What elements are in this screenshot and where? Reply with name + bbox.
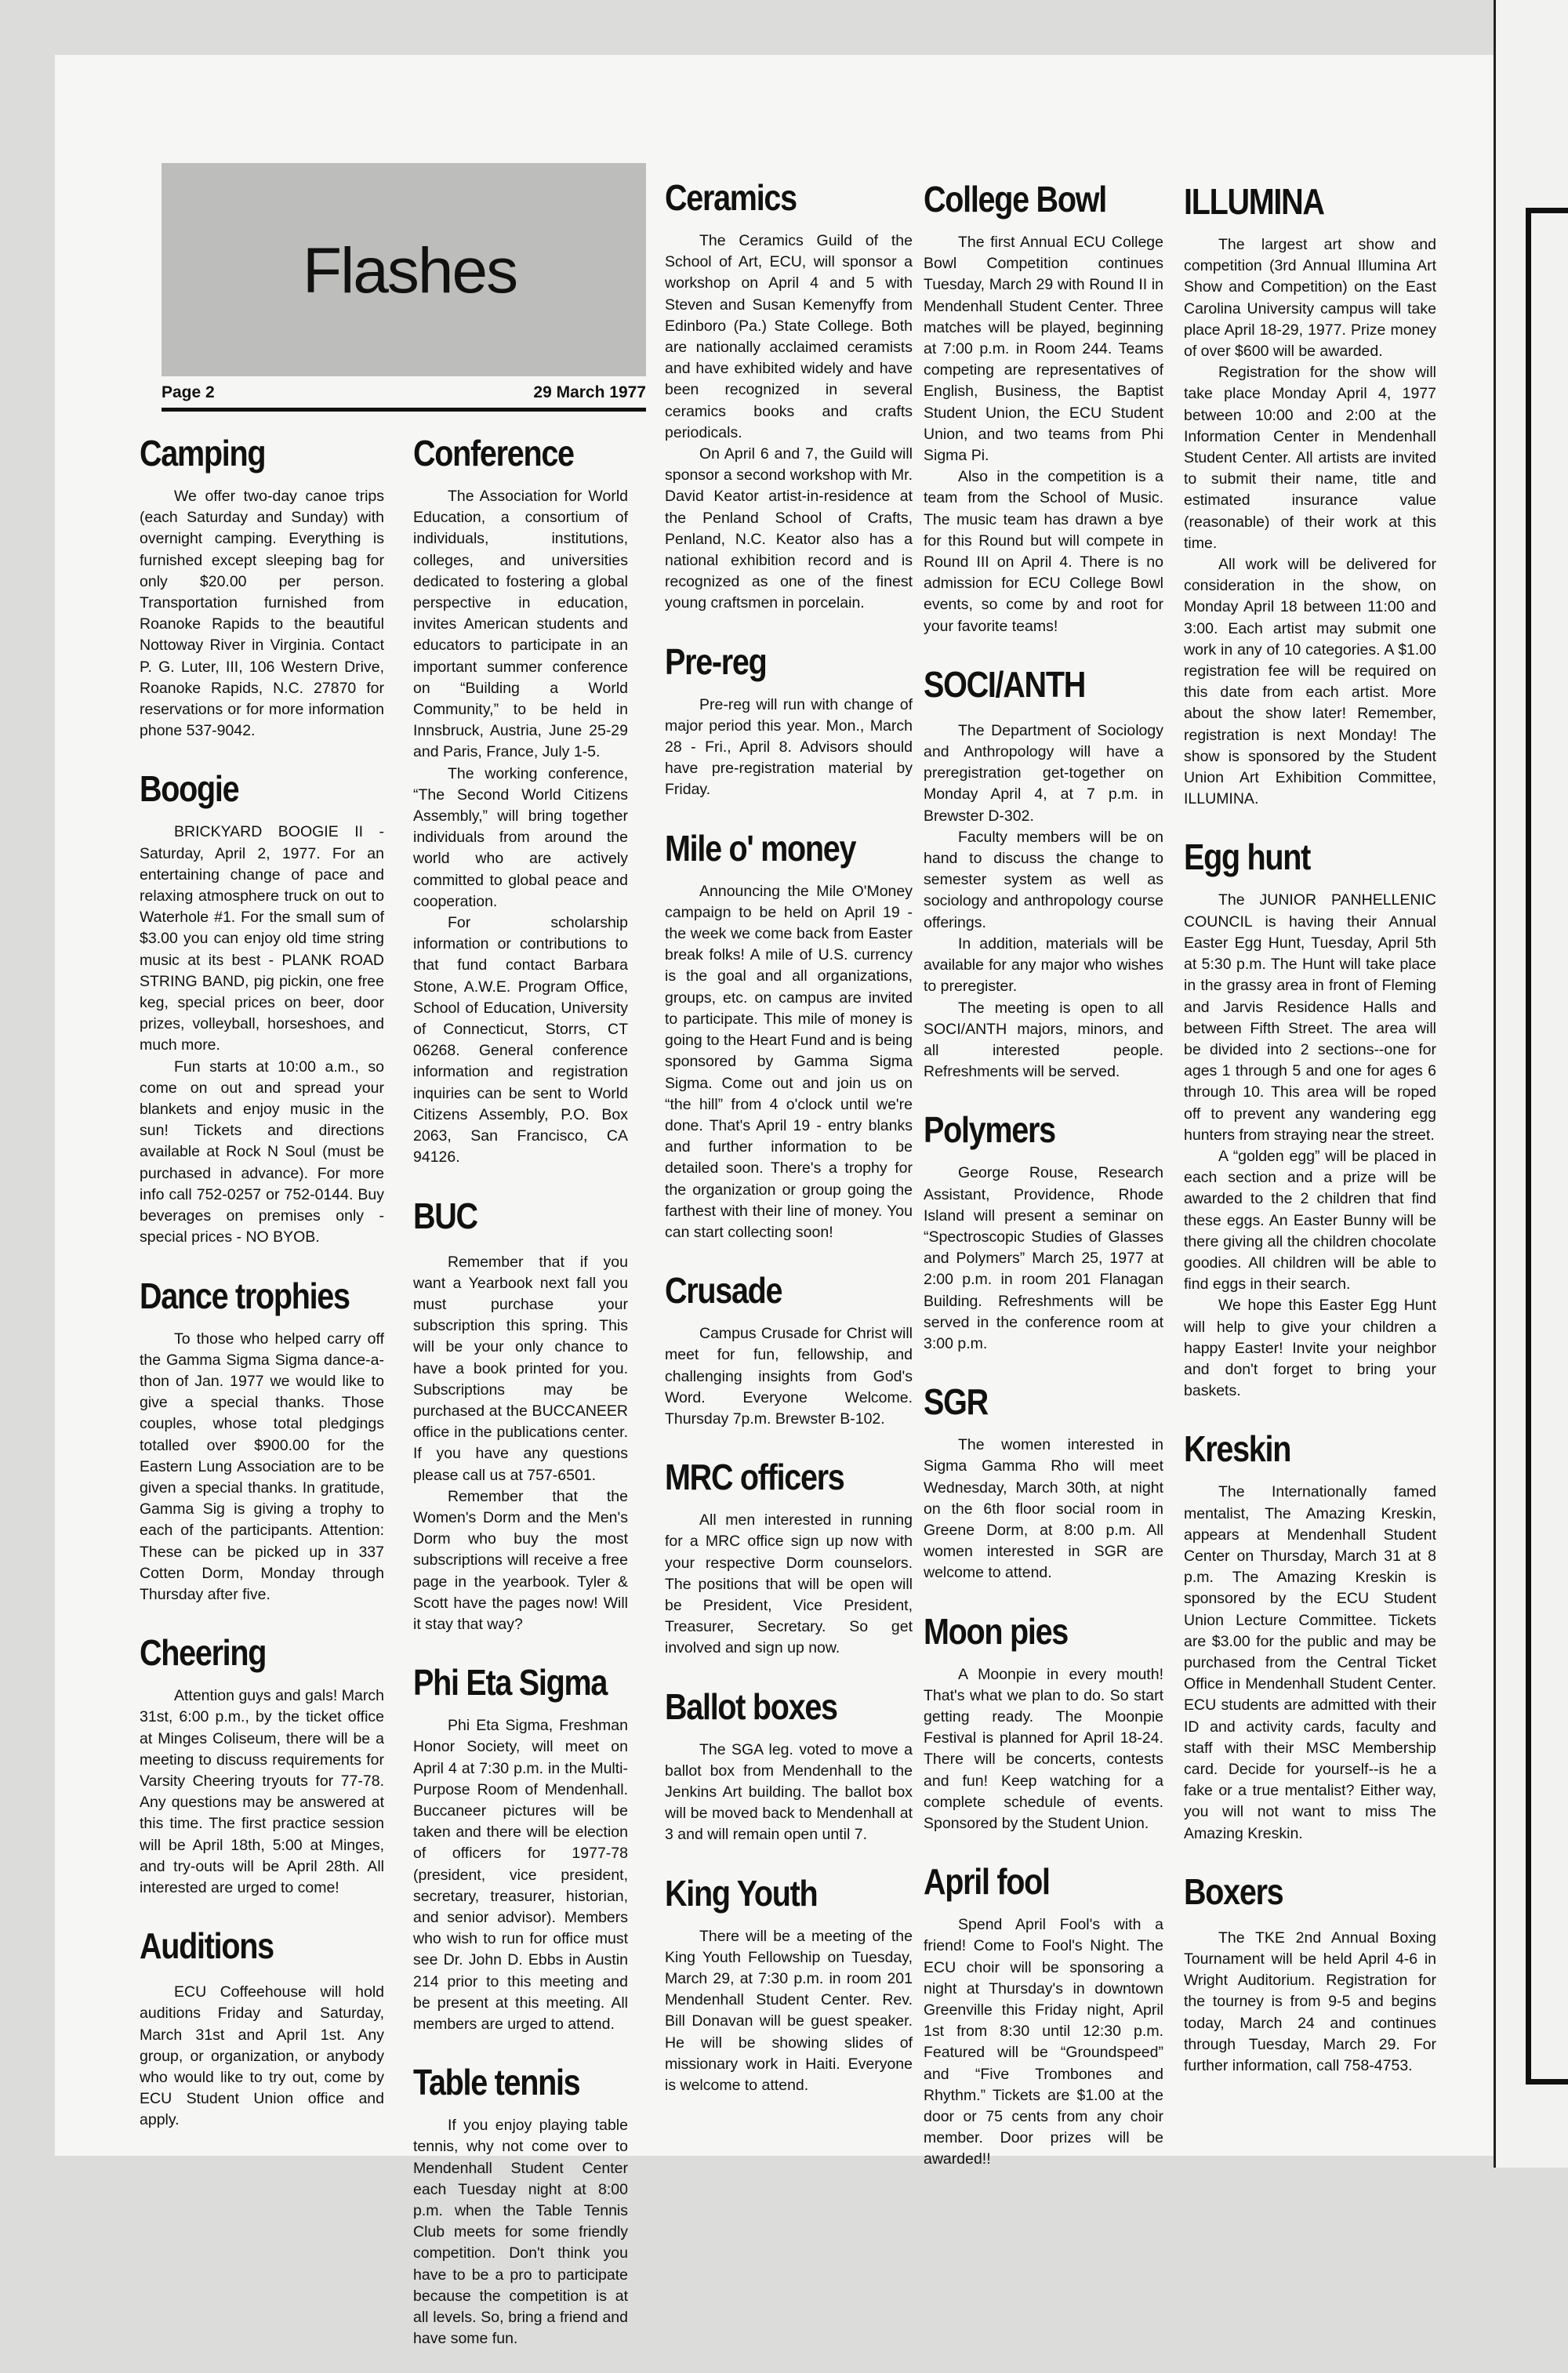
paragraph: Remember that the Women's Dorm and the Men's Dorm who buy the most subscriptions will receive a free page in the yearbook. Tyler & Scott have the pages now! Will it stay that way? [413,1487,628,1633]
headline: Moon pies [924,1610,1068,1652]
headline: Boogie [140,768,239,810]
article-conference [413,430,628,1169]
article-mile-o-money [665,825,913,1243]
paragraph: ECU Coffeehouse will hold auditions Friday and Saturday, March 31st and April 1st. Any group, or organization, or anybody who would like to try out, come by ECU Student Union office and apply. [140,1983,384,2129]
column-4 [924,176,1163,2194]
article-april-fool [924,1858,1163,2170]
paragraph: The women interested in Sigma Gamma Rho will meet Wednesday, March 30th, at night on the 6th floor social room in Greene Dorm, at 8:00 p.m. All women interested in SGR are welcome to attend. [924,1436,1163,1582]
headline: Polymers [924,1109,1055,1151]
headline: Table tennis [413,2062,580,2103]
headline: SGR [924,1381,988,1423]
article-table-tennis [413,2059,628,2349]
article-moon-pies [924,1608,1163,1835]
article-mrc-officers [665,1453,913,1659]
column-3 [665,174,913,2120]
article-egg-hunt [1184,833,1436,1402]
paragraph: Registration for the show will take place Monday April 4, 1977 between 10:00 and 2:00 at the Information Center in Mendenhall Student Center. All artists are invited to submit their name, title and estimated insurance value (reasonable) of their work at this time. [1184,364,1436,552]
article-sgr [924,1378,1163,1584]
article-ballot-boxes [665,1683,913,1846]
page-number: Page 2 [162,383,215,401]
paragraph: Attention guys and gals! March 31st, 6:00 p.m., by the ticket office at Minges Coliseum, there will be a meeting to discuss requirements for Varsity Cheering tryouts for 77-78. Any questions may be answered at this time. The first practice session will be April 18th, 5:00 at Minges, and try-outs will be April 28th. All interested are urged to come! [140,1687,384,1896]
column-2 [413,430,628,2373]
headline: Crusade [665,1270,782,1312]
paragraph: George Rouse, Research Assistant, Providence, Rhode Island will present a seminar on “Spectroscopic Studies of Glasses and Polymers” March 25, 1977 at 2:00 p.m. in room 201 Flanagan Building. Refreshments will be served in the conference room at 3:00 p.m. [924,1164,1163,1352]
headline: BUC [413,1195,477,1236]
paragraph: All men interested in running for a MRC office sign up now with your respective Dorm counselors. The positions that will be open will be President, Vice President, Treasurer, Secretary. So get involved and sign up now. [665,1511,913,1657]
article-dance-trophies [140,1272,384,1606]
headline: Auditions [140,1925,274,1967]
article-boxers [1184,1868,1436,2077]
paragraph: We hope this Easter Egg Hunt will help to give your children a happy Easter! Invite your neighbor and don't forget to bring your baskets. [1184,1297,1436,1400]
headline: ILLUMINA [1184,181,1324,222]
column-5 [1184,178,1436,2100]
paragraph: The Ceramics Guild of the School of Art, ECU, will sponsor a workshop on April 4 and 5 with Steven and Susan Kemenyffy from Edinboro (Pa.) State College. Both are nationally acclaimed ceramists and have exhibited widely and have been recognized in several ceramics books and crafts periodicals. [665,232,913,441]
headline: Egg hunt [1184,836,1311,878]
paragraph: Also in the competition is a team from the School of Music. The music team has drawn a bye for this Round but will compete in Round III on April 4. There is no admission for ECU College Bowl events, so come by and root for your favorite teams! [924,468,1163,635]
article-ceramics [665,174,913,615]
column-1 [140,430,384,2155]
adjacent-page-border [1526,208,1568,2085]
paragraph: The Internationally famed mentalist, The Amazing Kreskin, appears at Mendenhall Student Center on Thursday, March 31 at 8 p.m. The Amazing Kreskin is sponsored by the ECU Student Union Lecture Committee. Tickets are $3.00 for the public and may be purchased from the Central Ticket Office in Mendenhall Student Center. ECU students are admitted with their ID and activity cards, faculty and staff with their MSC Membership card. Decide for yourself--is he a fake or a true mentalist? Either way, you will not want to miss The Amazing Kreskin. [1184,1483,1436,1842]
paragraph: We offer two-day canoe trips (each Saturday and Sunday) with overnight camping. Everything is furnished except sleeping bag for only $20.00 per person. Transportation furnished from Roanoke Rapids to the beautiful Nottoway River in Virginia. Contact P. G. Luter, III, 106 Western Drive, Roanoke Rapids, N.C. 27870 for reservations or for more information phone 537-9042. [140,488,384,740]
paragraph: Fun starts at 10:00 a.m., so come on out and spread your blankets and enjoy music in the sun! Tickets and directions available at Rock N Soul (must be purchased in advance). For more info call 752-0257 or 752-0144. Buy beverages on premises only - special prices - NO BYOB. [140,1058,384,1246]
headline: Cheering [140,1632,267,1674]
paragraph: To those who helped carry off the Gamma Sigma Sigma dance-a-thon of Jan. 1977 we would like to give a special thanks. Those couples, whose total pledgings totalled over $900.00 for the Eastern Lung Association are to be given a special thanks. In gratitude, Gamma Sig is giving a trophy to each of the participants. Attention: These can be picked up in 337 Cotten Dorm, Monday through Thursday after five. [140,1330,384,1603]
headline: Dance trophies [140,1275,350,1316]
headline: Conference [413,433,574,474]
paragraph: Spend April Fool's with a friend! Come to Fool's Night. The ECU choir will be sponsoring a night at Thursday's in downtown Greenville this Friday night, April 1st from 8:30 until 12:30 p.m. Featured will be “Groundspeed” and “Five Trombones and Rhythm.” Tickets are $1.00 at the door or 75 cents from any choir member. Door prizes will be awarded!! [924,1916,1163,2168]
paragraph: Faculty members will be on hand to discuss the change to semester system as well as sociology and anthropology course offerings. [924,828,1163,931]
headline: College Bowl [924,179,1106,220]
article-camping [140,430,384,742]
article-boogie [140,765,384,1248]
paragraph: Remember that if you want a Yearbook next fall you must purchase your subscription this spring. This will be your only chance to have a book printed for you. Subscriptions may be purchased at the BUCCANEER office in the publications center. If you have any questions please call us at 757-6501. [413,1253,628,1484]
paragraph: There will be a meeting of the King Youth Fellowship on Tuesday, March 29, at 7:30 p.m. in room 201 Mendenhall Student Center. Rev. Bill Donavan will be guest speaker. He will be showing slides of missionary work in Haiti. Everyone is welcome to attend. [665,1927,913,2094]
paragraph: The Association for World Education, a consortium of individuals, institutions, colleges, and universities dedicated to fostering a global perspective in education, invites American students and educators to participate in an important summer conference on “Building a World Community,” to be held in Innsbruck, Austria, June 25-29 and Paris, France, July 1-5. [413,488,628,761]
paragraph: The TKE 2nd Annual Boxing Tournament will be held April 4-6 in Wright Auditorium. Registration for the tourney is from 9-5 and begins today, March 24 and continues through Tuesday, March 29. For further information, call 758-4753. [1184,1929,1436,2075]
paragraph: In addition, materials will be available for any major who wishes to preregister. [924,934,1163,996]
article-auditions [140,1922,384,2131]
folio-rule [162,408,646,412]
headline: April fool [924,1861,1050,1903]
paragraph: The Department of Sociology and Anthropology will have a preregistration get-together on Monday April 4, at 7 p.m. in Brewster D-302. [924,721,1163,825]
article-soci-anth [924,661,1163,1083]
headline: Camping [140,433,266,474]
paragraph: If you enjoy playing table tennis, why not come over to Mendenhall Student Center each Tuesday night at 8:00 p.m. when the Table Tennis Club meets for some friendly competition. Don't think you have to be a pro to participate because the competition is at all levels. So, bring a friend and have some fun. [413,2117,628,2348]
paragraph: A Moonpie in every mouth! That's what we plan to do. So start getting ready. The Moonpie Festival is planned for April 18-24. There will be concerts, contests and fun! Keep watching for a complete schedule of events. Sponsored by the Student Union. [924,1665,1163,1832]
headline: Phi Eta Sigma [413,1662,608,1704]
paragraph: Pre-reg will run with change of major period this year. Mon., March 28 - Fri., April 8. Advisors should have pre-registration material by Friday. [665,695,913,799]
issue-date: 29 March 1977 [533,383,646,401]
article-buc [413,1192,628,1636]
headline: Ballot boxes [665,1685,837,1727]
paragraph: For scholarship information or contributions to that fund contact Barbara Stone, A.W.E. Program Office, School of Education, University of Connecticut, Storrs, CT 06268. General conference information and registration inquiries can be sent to World Citizens Assembly, P.O. Box 2063, San Francisco, CA 94126. [413,914,628,1167]
section-banner [162,163,646,376]
paragraph: BRICKYARD BOOGIE II - Saturday, April 2, 1977. For an entertaining change of pace and relaxing atmosphere truck on out to Waterhole #1. For the small sum of $3.00 you can enjoy old time string music at its best - PLANK ROAD STRING BAND, pig pickin, one free keg, special prices on beer, door prizes, volleyball, horseshoes, and much more. [140,823,384,1054]
paragraph: The JUNIOR PANHELLENIC COUNCIL is having their Annual Easter Egg Hunt, Tuesday, April 5th at 5:30 p.m. The Hunt will take place in the grassy area in front of Fleming and Jarvis Residence Halls and between Fifth Street. The area will be divided into 2 sections--one for ages 1 through 5 and one for ages 6 through 10. This area will be roped off to prevent any wandering egg hunters from straying near the street. [1184,891,1436,1144]
article-polymers [924,1106,1163,1355]
article-illumina [1184,178,1436,810]
headline: King Youth [665,1872,818,1914]
article-crusade [665,1267,913,1430]
paragraph: Campus Crusade for Christ will meet for fun, fellowship, and challenging insights from God's Word. Everyone Welcome. Thursday 7p.m. Brewster B-102. [665,1325,913,1428]
folio-line [162,383,646,403]
paragraph: Announcing the Mile O'Money campaign to be held on April 19 - the week we come back from Easter break folks! A mile of U.S. currency is the goal and all organizations, groups, etc. on campus are invited to participate. This mile of money is going to the Heart Fund and is being sponsored by Gamma Sigma Sigma. Come out and join us on “the hill” from 4 o'clock until we're done. That's April 19 - entry blanks and further information to be detailed soon. There's a trophy for the organization or group going the farthest with their line of money. You can start collecting soon! [665,882,913,1241]
article-king-youth [665,1870,913,2097]
article-kreskin [1184,1425,1436,1844]
headline: SOCI/ANTH [924,663,1085,705]
paragraph: The largest art show and competition (3rd Annual Illumina Art Show and Competition) on the East Carolina University campus will take place April 18-29, 1977. Prize money of over $600 will be awarded. [1184,236,1436,361]
headline: MRC officers [665,1457,844,1498]
paragraph: A “golden egg” will be placed in each section and a prize will be awarded to the 2 children that find these eggs. An Easter Bunny will be there giving all the children chocolate goodies. All children will be able to find eggs in their search. [1184,1147,1436,1294]
headline: Kreskin [1184,1428,1291,1470]
paragraph: The meeting is open to all SOCI/ANTH majors, minors, and all interested people. Refreshments will be served. [924,999,1163,1081]
headline: Mile o' money [665,827,856,869]
paragraph: On April 6 and 7, the Guild will sponsor a second workshop with Mr. David Keator artist-in-residence at the Penland School of Crafts, Penland, N.C. Keator also has a national exhibition record and is recognized as one of the finest young craftsmen in porcelain. [665,445,913,612]
article-phi-eta-sigma [413,1659,628,2035]
article-pre-reg [665,638,913,801]
article-college-bowl [924,176,1163,637]
headline: Boxers [1184,1870,1283,1912]
article-cheering [140,1629,384,1899]
headline: Pre-reg [665,640,767,682]
paragraph: The SGA leg. voted to move a ballot box from Mendenhall to the Jenkins Art building. The ballot box will be moved back to Mendenhall at 3 and will remain open until 7. [665,1740,913,1844]
headline: Ceramics [665,177,797,218]
paragraph: All work will be delivered for consideration in the show, on Monday April 18 between 11:00 and 3:00. Each artist may submit one work in any of 10 categories. A $1.00 registration fee will be required on this date from each artist. More about the show later! Remember, registration is next Monday! The show is sponsored by the Student Union Art Exhibition Committee, ILLUMINA. [1184,556,1436,808]
paragraph: Phi Eta Sigma, Freshman Honor Society, will meet on April 4 at 7:30 p.m. in the Multi-Purpose Room of Mendenhall. Buccaneer pictures will be taken and there will be election of officers for 1977-78 (president, vice president, secretary, treasurer, historian, and senior advisor). Members who wish to run for office must see Dr. John D. Ebbs in Austin 214 prior to this meeting and be present at this meeting. All members are urged to attend. [413,1717,628,2033]
paragraph: The working conference, “The Second World Citizens Assembly,” will bring together individuals from around the world who are actively committed to global peace and cooperation. [413,764,628,910]
section-title: Flashes [303,235,517,307]
paragraph: The first Annual ECU College Bowl Competition continues Tuesday, March 29 with Round II in Mendenhall Student Center. Three matches will be played, beginning at 7:00 p.m. in Room 244. Teams competing are representatives of English, Business, the Baptist Student Union, the ECU Student Union, and two teams from Phi Sigma Pi. [924,234,1163,465]
